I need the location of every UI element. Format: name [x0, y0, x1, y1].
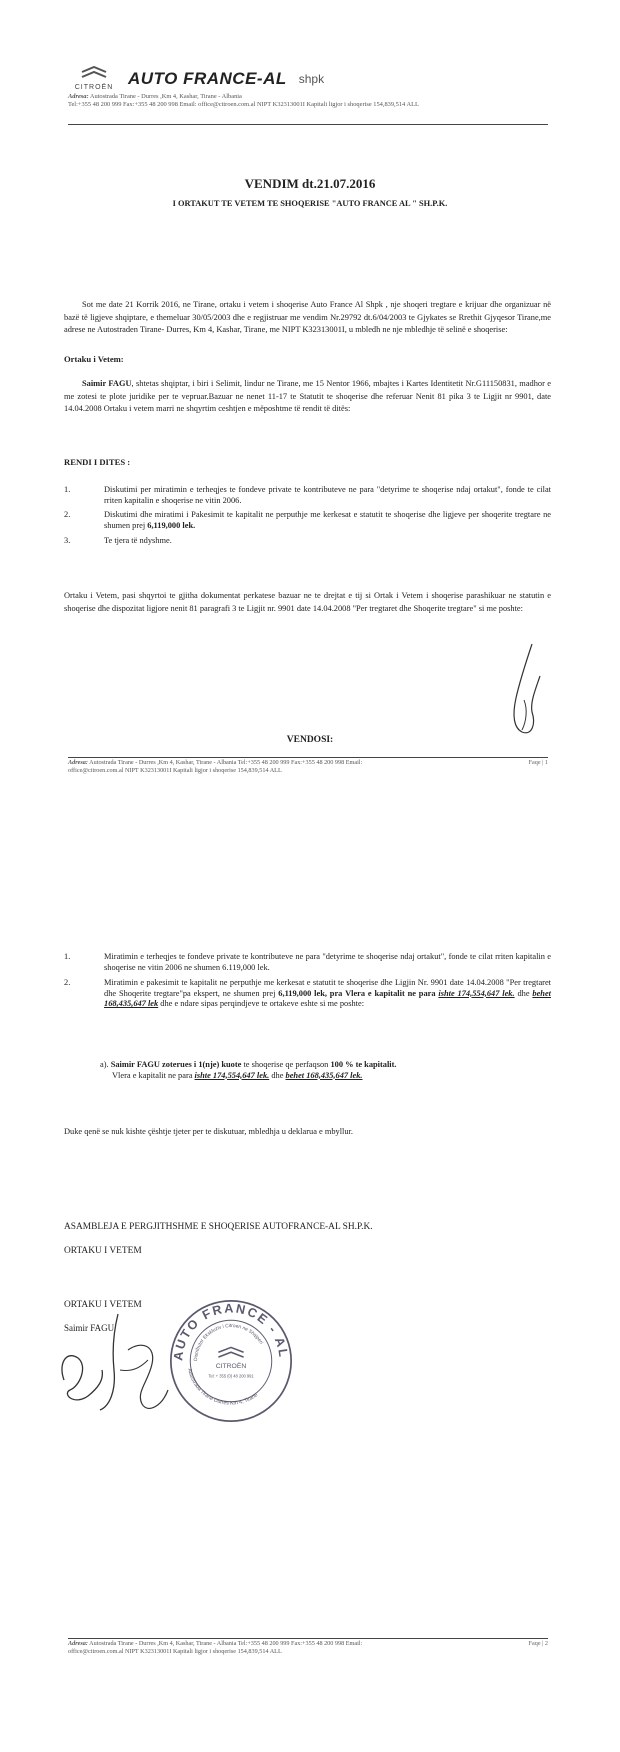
stamp-tel: Tel: + 355 (0) 48 200 991 [208, 1373, 254, 1379]
footer-line1-text: Autostrada Tirane - Durres ,Km 4, Kashar, Tirane - Albania Tel:+355 48 200 999 Fax:+355 48 200 998 Email: [89, 1640, 363, 1647]
decision-was-value: ishte 174,554,647 lek. [438, 988, 515, 998]
document-subtitle: I ORTAKUT TE VETEM TE SHOQERISE "AUTO FRANCE AL " SH.P.K. [172, 199, 448, 208]
agenda-num: 2. [64, 510, 71, 519]
share-new-value: behet 168,435,647 lek. [285, 1070, 363, 1080]
rendi-heading: RENDI I DITES : [64, 457, 131, 467]
brand-name: AUTO FRANCE-AL [128, 68, 287, 88]
initials-signature [502, 640, 550, 740]
citroen-word: CITROËN [74, 84, 114, 91]
share-represents: te shoqerise qe perfaqson [241, 1060, 331, 1069]
agenda-text-a: Diskutimi dhe miratimi i Pakesimit te kapitalit ne perputhje me kerkesat e statutit te shoqerise dhe ligjeve per shoqerite tregtare ne shumen prej [104, 510, 551, 530]
footer-line1-text: Autostrada Tirane - Durres ,Km 4, Kashar, Tirane - Albania Tel:+355 48 200 999 Fax:+355 48 200 998 Email: [89, 759, 363, 766]
signer-name: Saimir FAGU [64, 1323, 115, 1333]
company-stamp [166, 1296, 296, 1426]
svg-text:Distributor Ekskluziv i Citroe [193, 1323, 264, 1361]
share-quota: zoterues i 1(nje) kuote [159, 1060, 242, 1069]
agenda-amount: 6,119,000 lek. [147, 520, 196, 530]
handwritten-signature [44, 1310, 184, 1420]
ortaku-name: Saimir FAGU [82, 379, 132, 388]
footer-page-2 [68, 1640, 548, 1656]
stamp-inner-top: Distributor Ekskluziv i Citroen ne Shqiperi [194, 1324, 264, 1362]
decision-item-1 [64, 952, 551, 974]
footer-rule-2 [68, 1638, 548, 1639]
footer-label: Adresa: [68, 1640, 88, 1647]
decision-text: Miratimin e terheqjes te fondeve private te kontributeve ne para "detyrime te shoqerise ndaj ortakut", fonde te cilat rriten kapitalin e shoqerise ne vitin 2006 ne shumen 6.119,000 lek. [104, 952, 551, 972]
footer-label: Adresa: [68, 759, 88, 766]
ortaku-details: , shtetas shqiptar, i biri i Selimit, lindur ne Tirane, me 15 Nentor 1966, mbajtes i Kartes Identitetit Nr.G11150831, madhor e me zotesi te plote juridike per te vepruar.Bazuar ne nenet 11-17 te Statutit te shoqerise dhe referuar Nenit 81 pika 3 te Ligjit nr 9901, date 14.04.2008 Ortaku i vetem marri ne shqyrtim ceshtjen e mëposhtme të rendit të ditës: [64, 379, 551, 414]
page-number-2: Faqe | 2 [528, 1640, 548, 1647]
stamp-inner-bottom: Autostrada Tirane Durres Km 4, Tirane [186, 1367, 260, 1407]
ortaku-statement: Ortaku i Vetem, pasi shqyrtoi te gjitha dokumentat perkatese bazuar ne te drejtat e tij si Ortak i Vetem i shoqerise parashikuar ne statutin e shoqerise dhe dispozitat ligjore nenit 81 paragrafi 3 te Ligjit nr. 9901 date 14.04.2008 "Per tregtaret dhe Shoqerite tregtare" si me poshte: [64, 591, 551, 613]
ortaku-label-1: ORTAKU I VETEM [64, 1246, 142, 1256]
decision-num: 1. [64, 952, 71, 961]
agenda-text: Te tjera të ndyshme. [104, 536, 172, 545]
share-line-1 [100, 1060, 520, 1071]
decision-text [104, 978, 551, 1010]
page-number-1: Faqe | 1 [528, 759, 548, 766]
letterhead-rule [68, 124, 548, 125]
letterhead-contact: Tel:+355 48 200 999 Fax:+355 48 200 998 Email: office@citroen.com.al NIPT K32313001I Kapitali ligjor i shoqerise 154,839,514 ALL [68, 101, 419, 108]
share-percent: 100 % te kapitalit. [330, 1060, 397, 1069]
intro-paragraph: Sot me date 21 Korrik 2016, ne Tirane, ortaku i vetem i shoqerise Auto France Al Shpk , nje shoqeri tregtare e krijuar dhe organizuar në bazë të ligjeve shqiptare, e themeluar 30/05/2003 dhe e regjistruar me vendim Nr.29792 dt.6/04/2003 te Gjykates se Rrethit Gjyqesor Tirane,me adrese ne Autostraden Tirane- Durres, Km 4, Kashar, Tirane, me NIPT K32313001I, u mbledh ne nje mbledhje të selinë e shoqerise: [64, 300, 551, 335]
share-allocation [100, 1060, 520, 1084]
vendosi-heading: VENDOSI: [286, 735, 334, 745]
agenda-text [104, 510, 551, 531]
share-value-label: Vlera e kapitalit ne para [112, 1070, 195, 1080]
footer-page-1 [68, 759, 548, 775]
decision-new-value: behet 168,435,647 lek [104, 988, 551, 1009]
decision-amount: 6,119,000 lek, pra Vlera e kapitalit ne para [278, 988, 439, 998]
agenda-num: 1. [64, 485, 71, 494]
agenda-item-2 [64, 510, 551, 532]
citroen-logo [68, 66, 120, 91]
citroen-chevrons-icon [79, 66, 109, 78]
letterhead [68, 66, 548, 109]
agenda-text: Diskutimi per miratimin e terheqjes te fondeve private te kontributeve ne para "detyrime te shoqerise ndaj ortakut", fonde te cilat rriten kapitalin e shoqerise ne vitin 2006. [104, 485, 551, 505]
decision-text-a: Miratimin e pakesimit te kapitalit ne perputhje me kerkesat e statutit te shoqerise dhe Ligjin Nr. 9901 date 14.04.2008 "Per tregtaret dhe Shoqerite tregtare"pa ekspert, ne shumen prej [104, 978, 551, 998]
logo-row [68, 66, 548, 91]
agenda-item-3 [64, 536, 551, 548]
assembly-heading: ASAMBLEJA E PERGJITHSHME E SHOQERISE AUTOFRANCE-AL SH.P.K. [64, 1222, 373, 1232]
stamp-center: CITROËN [215, 1362, 247, 1370]
footer-line-1 [68, 1640, 548, 1648]
footer-line-1 [68, 759, 548, 767]
share-holder-name: Saimir FAGU [110, 1060, 160, 1069]
footer-rule-1 [68, 757, 548, 758]
decision-and: dhe [514, 988, 533, 998]
brand-suffix: shpk [298, 71, 325, 86]
share-prefix: a). [100, 1060, 111, 1069]
address-text: Autostrada Tirane - Durres ,Km 4, Kashar, Tirane - Albania [89, 93, 242, 100]
decision-text-f: dhe e ndare sipas perqindjeve te ortakeve eshte si me poshte: [158, 999, 365, 1009]
document-title: VENDIM dt.21.07.2016 [244, 176, 376, 191]
footer-line-2: office@citroen.com.al NIPT K32313001I Kapitali ligjor i shoqerise 154,839,514 ALL [68, 767, 282, 774]
address-label: Adresa: [68, 93, 89, 100]
ortaku-heading: Ortaku i Vetem: [64, 354, 124, 364]
ortaku-paragraph [64, 378, 551, 416]
footer-line-2: office@citroen.com.al NIPT K32313001I Kapitali ligjor i shoqerise 154,839,514 ALL [68, 1648, 282, 1655]
agenda-num: 3. [64, 536, 71, 545]
share-was-value: ishte 174,554,647 lek. [194, 1070, 270, 1080]
agenda-item-1 [64, 485, 551, 507]
document-page-1 [0, 0, 620, 790]
share-and: dhe [269, 1070, 286, 1080]
ortaku-label-2: ORTAKU I VETEM [64, 1300, 142, 1310]
share-line-2 [100, 1071, 520, 1082]
decision-item-2 [64, 978, 551, 1030]
closing-paragraph: Duke qenë se nuk kishte çështje tjeter per te diskutuar, mbledhja u deklarua e mbyllur. [64, 1127, 353, 1136]
document-page-2 [0, 790, 620, 1752]
stamp-ring-text: AUTO FRANCE - AL [171, 1301, 291, 1362]
decision-num: 2. [64, 978, 71, 987]
letterhead-address [68, 93, 548, 101]
